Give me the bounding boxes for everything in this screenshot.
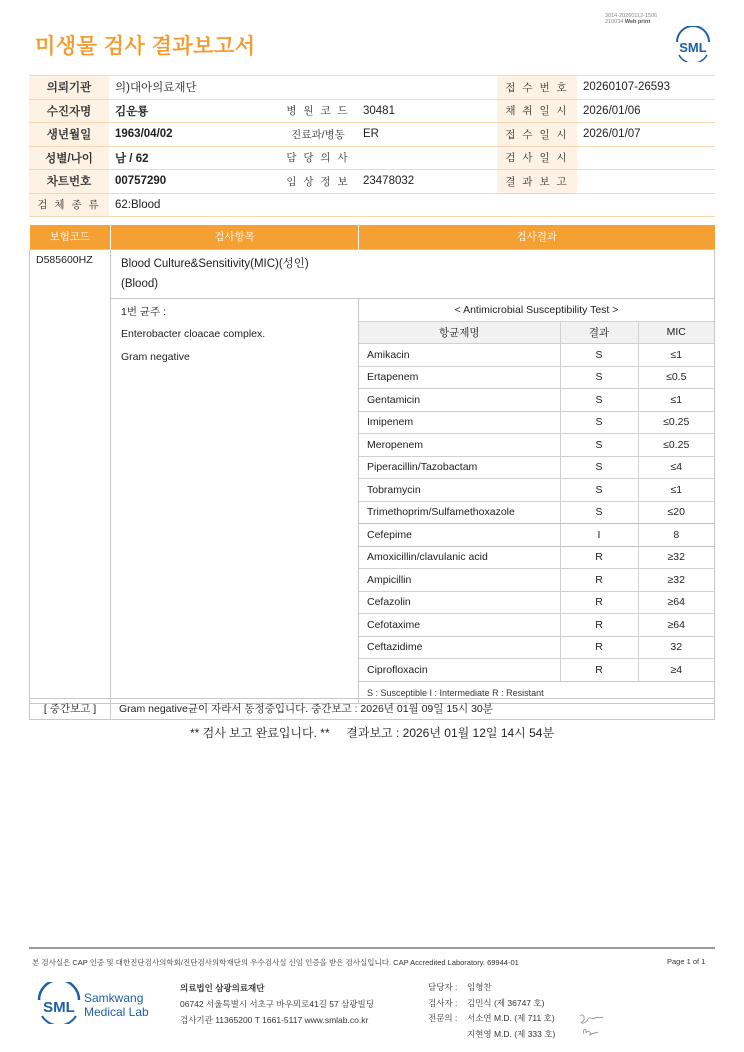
chart-no-value: 00757290 xyxy=(109,170,279,194)
test-date-label: 검 사 일 시 xyxy=(497,146,577,170)
report-title: 미생물 검사 결과보고서 xyxy=(35,35,256,58)
print-code-line2: 210034 xyxy=(605,19,624,25)
ast-col-drug: 항균제명 xyxy=(359,321,560,344)
specimen-label: 검 체 종 류 xyxy=(29,193,109,217)
organism-line-3: Gram negative xyxy=(121,350,190,363)
col-item-header: 검사항목 xyxy=(111,225,359,249)
receipt-no-label: 접 수 번 호 xyxy=(497,76,577,100)
patient-info-table xyxy=(29,75,715,217)
ast-mic: ≤0.25 xyxy=(638,434,714,457)
ast-row xyxy=(359,344,714,367)
interim-label: [ 중간보고 ] xyxy=(30,699,111,719)
hospital-code-label: 병 원 코 드 xyxy=(279,99,357,123)
ast-row xyxy=(359,636,714,659)
ast-row xyxy=(359,569,714,592)
ast-drug: Meropenem xyxy=(359,434,560,457)
ast-result: S xyxy=(560,434,638,457)
result-report-label: 결 과 보 고 xyxy=(497,170,577,194)
ast-mic: ≤0.25 xyxy=(638,411,714,434)
specimen-value: 62:Blood xyxy=(109,193,715,217)
test-date-value xyxy=(577,146,715,170)
ast-result: S xyxy=(560,344,638,367)
ast-result: S xyxy=(560,501,638,524)
ast-panel xyxy=(359,298,715,704)
ast-result: S xyxy=(560,411,638,434)
ast-result: R xyxy=(560,636,638,659)
ast-result: R xyxy=(560,569,638,592)
ast-mic: ≤1 xyxy=(638,389,714,412)
ast-drug: Ciprofloxacin xyxy=(367,664,428,676)
organism-line-2: Enterobacter cloacae complex. xyxy=(121,328,266,340)
ast-drug: Amikacin xyxy=(359,344,560,367)
sex-age-value: 남 / 62 xyxy=(109,146,279,170)
print-code-line1: 3014-20260112-1506 xyxy=(605,13,658,19)
ast-mic: ≤1 xyxy=(638,479,714,502)
ast-drug: Cefepime xyxy=(359,524,560,547)
ast-row xyxy=(359,614,714,637)
ast-drug: Amoxicillin/clavulanic acid xyxy=(359,546,560,569)
birth-value: 1963/04/02 xyxy=(109,123,279,147)
ast-legend: S : Susceptible I : Intermediate R : Resistant xyxy=(359,681,714,703)
result-report-value xyxy=(577,170,715,194)
signature-icon xyxy=(576,1010,610,1040)
dept-label: 진료과/병동 xyxy=(279,123,357,147)
patient-name-label: 수진자명 xyxy=(29,99,109,123)
collect-date-value: 2026/01/06 xyxy=(577,99,715,123)
page-number: Page 1 of 1 xyxy=(667,957,706,966)
logo-name-2: Medical Lab xyxy=(84,1005,149,1019)
web-print-label: Web print xyxy=(624,19,651,25)
ast-drug: Cefazolin xyxy=(359,591,560,614)
ast-row xyxy=(359,389,714,412)
receipt-date-label: 접 수 일 시 xyxy=(497,123,577,147)
ast-row xyxy=(359,479,714,502)
staff-label: 검사자 : xyxy=(428,997,458,1008)
logo-name-1: Samkwang xyxy=(84,991,144,1005)
ast-drug: Cefotaxime xyxy=(359,614,560,637)
org-name: 의료법인 삼광의료재단 xyxy=(180,983,265,993)
clinical-info-value: 23478032 xyxy=(357,170,497,194)
ast-mic: ≤20 xyxy=(638,501,714,524)
staff-value: 김민식 (제 36747 호) xyxy=(467,997,545,1008)
organism-info xyxy=(111,298,359,704)
requester-value: 의)대아의료재단 xyxy=(109,76,497,100)
org-contact: 검사기관 11365200 T 1661-5117 www.smlab.co.kr xyxy=(180,1015,369,1025)
ast-row xyxy=(359,366,714,389)
ast-drug: Piperacillin/Tazobactam xyxy=(359,456,560,479)
staff-list xyxy=(428,980,555,1042)
staff-value: 지현영 M.D. (제 333 호) xyxy=(467,1028,556,1039)
test-item-specimen: (Blood) xyxy=(121,277,159,290)
clinical-info-label: 임 상 정 보 xyxy=(279,170,357,194)
insurance-code: D585600HZ xyxy=(30,249,111,704)
ast-row xyxy=(359,411,714,434)
certification-note: 본 검사실은 CAP 인증 및 대한진단검사의학회/진단검사의학재단의 우수검사실 신임 인증을 받은 검사실입니다. CAP Accredited Laboratory. 69944-01 xyxy=(32,958,519,967)
ast-result: S xyxy=(560,479,638,502)
ast-drug: Ceftazidime xyxy=(359,636,560,659)
ast-result: S xyxy=(560,389,638,412)
patient-name-value: 김운룡 xyxy=(109,99,279,123)
results-table xyxy=(29,225,715,704)
dept-value: ER xyxy=(357,123,497,147)
svg-text:SML: SML xyxy=(43,999,75,1016)
staff-row xyxy=(428,980,555,996)
ast-mic: ≥32 xyxy=(638,546,714,569)
ast-row xyxy=(359,591,714,614)
staff-row xyxy=(428,1011,555,1027)
ast-result: S xyxy=(560,366,638,389)
test-item xyxy=(111,249,715,298)
org-address: 06742 서울특별시 서초구 바우뫼로41길 57 삼광빌딩 xyxy=(180,999,374,1009)
staff-row xyxy=(428,1027,555,1043)
ast-mic: ≤4 xyxy=(638,456,714,479)
staff-label: 전문의 : xyxy=(428,1013,458,1023)
footer-logo xyxy=(36,982,156,1024)
ast-row xyxy=(359,456,714,479)
print-code xyxy=(605,13,685,25)
ast-result: R xyxy=(560,659,638,682)
ast-row xyxy=(359,501,714,524)
ast-result: R xyxy=(560,591,638,614)
birth-label: 생년월일 xyxy=(29,123,109,147)
ast-drug: Imipenem xyxy=(359,411,560,434)
ast-drug: Tobramycin xyxy=(359,479,560,502)
staff-value: 서소연 M.D. (제 711 호) xyxy=(467,1013,555,1023)
doctor-value xyxy=(357,146,497,170)
sml-footer-logo-icon xyxy=(36,982,82,1024)
test-item-name: Blood Culture&Sensitivity(MIC)(성인) xyxy=(121,257,309,270)
ast-drug: Ampicillin xyxy=(359,569,560,592)
ast-mic: ≥64 xyxy=(638,614,714,637)
ast-mic: ≤1 xyxy=(638,344,714,367)
ast-mic: ≥4 xyxy=(638,659,714,682)
ast-drug: Gentamicin xyxy=(359,389,560,412)
sml-logo-icon xyxy=(673,26,713,62)
ast-result: R xyxy=(560,614,638,637)
ast-col-result: 결과 xyxy=(560,321,638,344)
interim-text: Gram negative균이 자라서 동정중입니다. 중간보고 : 2026년 01월 09일 15시 30분 xyxy=(119,703,493,715)
ast-drug: Trimethoprim/Sulfamethoxazole xyxy=(359,501,560,524)
staff-row xyxy=(428,996,555,1012)
sex-age-label: 성별/나이 xyxy=(29,146,109,170)
staff-value: 임형찬 xyxy=(467,982,492,992)
ast-result: R xyxy=(560,546,638,569)
receipt-date-value: 2026/01/07 xyxy=(577,123,715,147)
hospital-code-value: 30481 xyxy=(357,99,497,123)
chart-no-label: 차트번호 xyxy=(29,170,109,194)
ast-mic: 32 xyxy=(638,636,714,659)
requester-label: 의뢰기관 xyxy=(29,76,109,100)
ast-col-mic: MIC xyxy=(638,321,714,344)
col-result-header: 검사결과 xyxy=(359,225,715,249)
ast-row xyxy=(359,546,714,569)
ast-row xyxy=(359,434,714,457)
ast-mic: ≤0.5 xyxy=(638,366,714,389)
ast-mic: ≥64 xyxy=(638,591,714,614)
ast-result: S xyxy=(560,456,638,479)
ast-mic: 8 xyxy=(638,524,714,547)
interim-report xyxy=(29,698,715,720)
ast-mic: ≥32 xyxy=(638,569,714,592)
doctor-label: 담 당 의 사 xyxy=(279,146,357,170)
ast-drug: Ertapenem xyxy=(359,366,560,389)
staff-label xyxy=(428,1027,467,1043)
organism-line-1: 1번 균주 : xyxy=(121,305,167,318)
ast-result: I xyxy=(560,524,638,547)
receipt-no-value: 20260107-26593 xyxy=(577,76,715,100)
footer-divider xyxy=(29,947,715,949)
ast-table xyxy=(359,299,714,682)
svg-text:SML: SML xyxy=(679,40,707,55)
collect-date-label: 채 취 일 시 xyxy=(497,99,577,123)
ast-caption: < Antimicrobial Susceptibility Test > xyxy=(359,299,714,322)
col-code-header: 보험코드 xyxy=(30,225,111,249)
ast-row xyxy=(359,524,714,547)
organization-info xyxy=(180,980,374,1028)
completion-notice: ** 검사 보고 완료입니다. ** 결과보고 : 2026년 01월 12일 14시 54분 xyxy=(189,726,555,740)
ast-row xyxy=(359,659,714,682)
staff-label: 담당자 : xyxy=(428,982,458,992)
